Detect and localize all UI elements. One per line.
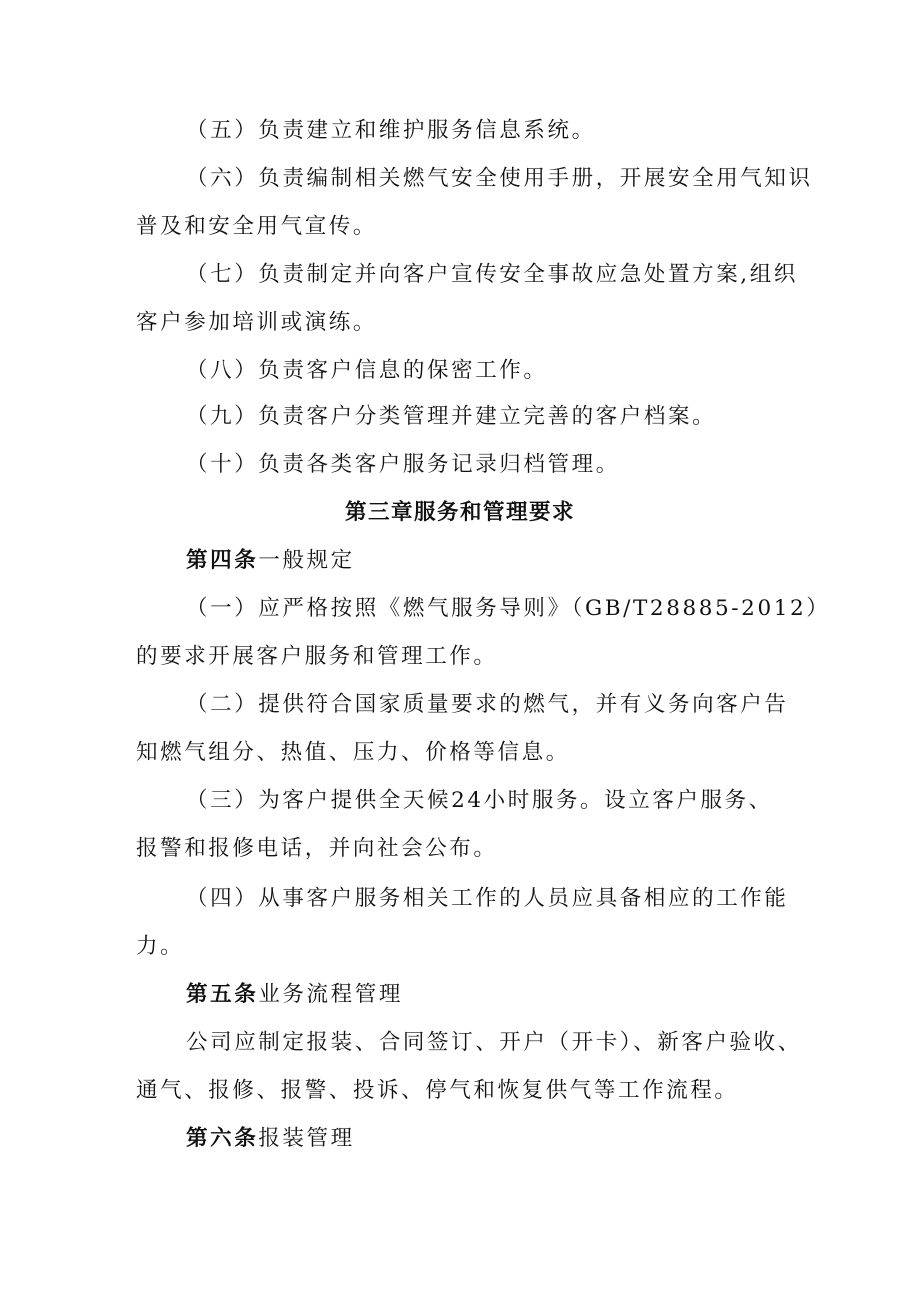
article-4-p3-line-1: （三）为客户提供全天候24小时服务。设立客户服务、 [186, 788, 773, 813]
article-4-p2-line-2: 知燃气组分、热值、压力、价格等信息。 [136, 740, 570, 765]
item-8: （八）负责客户信息的保密工作。 [186, 358, 548, 383]
article-6-title: 报装管理 [258, 1126, 355, 1151]
article-6-label: 第六条 [186, 1126, 259, 1151]
article-5-p1-line-1: 公司应制定报装、合同签订、开户（开卡）、新客户验收、 [186, 1030, 802, 1055]
article-4-p2-line-1: （二）提供符合国家质量要求的燃气，并有义务向客户告 [186, 692, 789, 717]
item-7-line-1: （七）负责制定并向客户宣传安全事故应急处置方案,组织 [186, 262, 798, 287]
article-4-p3-line-2: 报警和报修电话，并向社会公布。 [136, 836, 498, 861]
article-5-label: 第五条 [186, 982, 259, 1007]
article-4-heading [186, 546, 355, 576]
article-4-p4-line-2: 力。 [136, 934, 185, 959]
article-4-p1-line-2: 的要求开展客户服务和管理工作。 [136, 644, 498, 669]
article-6-heading [186, 1124, 355, 1154]
article-5-heading [186, 980, 403, 1010]
article-5-p1-line-2: 通气、报修、报警、投诉、停气和恢复供气等工作流程。 [136, 1078, 739, 1103]
article-4-p4-line-1: （四）从事客户服务相关工作的人员应具备相应的工作能 [186, 886, 789, 911]
article-4-title: 一般规定 [258, 548, 355, 573]
item-5: （五）负责建立和维护服务信息系统。 [186, 118, 596, 143]
chapter-heading: 第三章服务和管理要求 [344, 500, 575, 525]
item-10: （十）负责各类客户服务记录归档管理。 [186, 452, 620, 477]
item-6-line-2: 普及和安全用气宣传。 [136, 214, 378, 239]
item-6-line-1: （六）负责编制相关燃气安全使用手册，开展安全用气知识 [186, 166, 813, 191]
item-9: （九）负责客户分类管理并建立完善的客户档案。 [186, 404, 717, 429]
item-7-line-2: 客户参加培训或演练。 [136, 310, 378, 335]
article-4-label: 第四条 [186, 548, 259, 573]
article-4-p1-line-1: （一）应严格按照《燃气服务导则》（GB/T28885-2012） [186, 596, 831, 621]
article-5-title: 业务流程管理 [258, 982, 403, 1007]
